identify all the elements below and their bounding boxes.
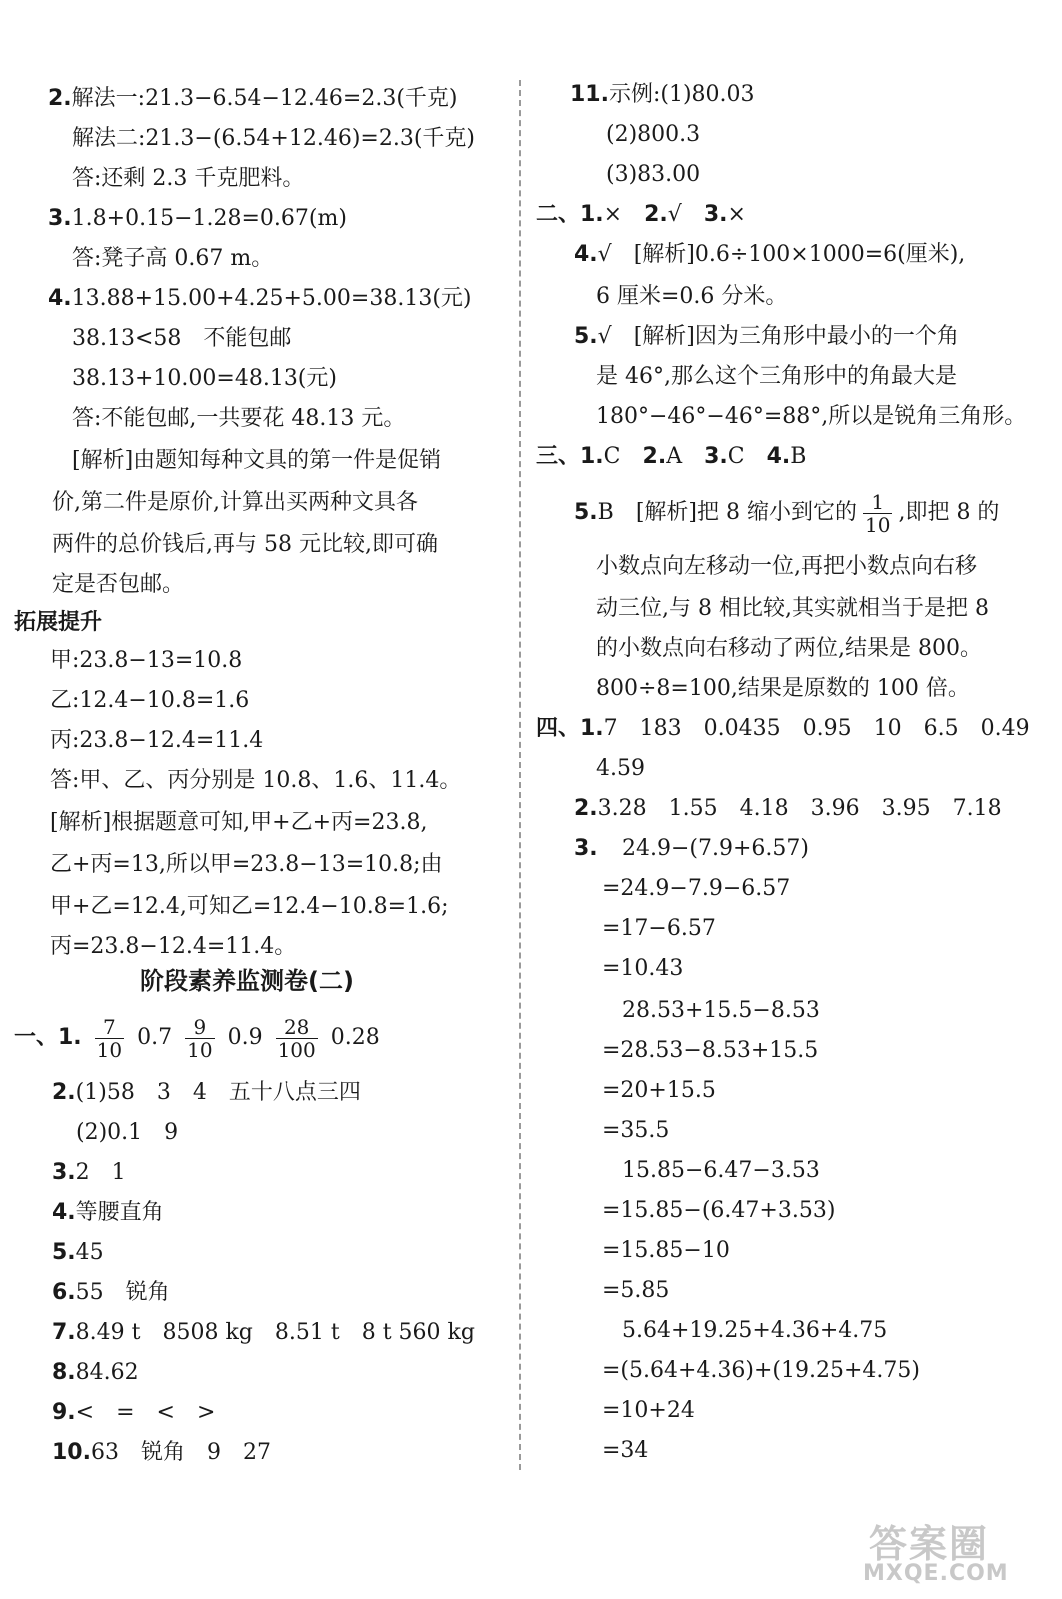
extension-heading: 拓展提升 [14, 610, 103, 635]
q4-analysis-1: [解析]由题知每种文具的第一件是促销 [72, 448, 442, 473]
s2-q4-line2: 6 厘米=0.6 分米。 [596, 284, 788, 309]
calc2-step3: =20+15.5 [602, 1078, 716, 1103]
ext-analysis-4: 丙=23.8−12.4=11.4。 [50, 934, 297, 959]
s3-q5-line2: 小数点向左移动一位,再把小数点向右移 [596, 554, 977, 579]
s2-q5-line3: 180°−46°−46°=88°,所以是锐角三角形。 [596, 404, 1027, 429]
fraction: $\frac{28}{100}$ [277, 1014, 316, 1062]
s1-q6: 6.55 锐角 [52, 1280, 170, 1305]
q4-answer: 答:不能包邮,一共要花 48.13 元。 [72, 406, 406, 431]
q4-analysis-2: 价,第二件是原价,计算出买两种文具各 [52, 490, 418, 515]
s4-q1-line2: 4.59 [596, 756, 645, 781]
s1-q5: 5.45 [52, 1240, 104, 1265]
q2-line1: 2.解法一:21.3−6.54−12.46=2.3(千克) [48, 86, 458, 111]
fraction: $\frac{9}{10}$ [187, 1014, 213, 1062]
ext-analysis-1: [解析]根据题意可知,甲+乙+丙=23.8, [50, 810, 428, 835]
q3-line1: 3.1.8+0.15−1.28=0.67(m) [48, 206, 347, 231]
fraction: $\frac{1}{10}$ [865, 489, 891, 537]
s3-q5-line4: 的小数点向右移动了两位,结果是 800。 [596, 636, 982, 661]
column-divider [519, 80, 521, 1470]
s1-q8: 8.84.62 [52, 1360, 139, 1385]
calc4-step1: 5.64+19.25+4.36+4.75 [622, 1318, 888, 1343]
s3-q5-line3: 动三位,与 8 相比较,其实就相当于是把 8 [596, 596, 989, 621]
s2-q1-3: 二、1.× 2.√ 3.× [536, 202, 746, 227]
s4-q1-line1: 四、1.7 183 0.0435 0.95 10 6.5 0.49 [536, 716, 1030, 741]
ext-line1: 甲:23.8−13=10.8 [50, 648, 243, 673]
q11-line1: 11.示例:(1)80.03 [570, 82, 755, 107]
calc1-step2: =24.9−7.9−6.57 [602, 876, 791, 901]
calc2-step1: 28.53+15.5−8.53 [622, 998, 820, 1023]
s1-q2-line1: 2.(1)58 3 4 五十八点三四 [52, 1080, 361, 1105]
section-title: 阶段素养监测卷(二) [140, 967, 354, 995]
calc4-step4: =34 [602, 1438, 649, 1463]
s1-q3: 3.2 1 [52, 1160, 126, 1185]
s4-q2: 2.3.28 1.55 4.18 3.96 3.95 7.18 [574, 796, 1002, 821]
calc3-step1: 15.85−6.47−3.53 [622, 1158, 820, 1183]
calc4-step3: =10+24 [602, 1398, 695, 1423]
s1-q4: 4.等腰直角 [52, 1200, 164, 1225]
q4-line3: 38.13+10.00=48.13(元) [72, 366, 337, 391]
calc3-step3: =15.85−10 [602, 1238, 730, 1263]
ext-line3: 丙:23.8−12.4=11.4 [50, 728, 264, 753]
q2-answer: 答:还剩 2.3 千克肥料。 [72, 166, 305, 191]
calc3-step4: =5.85 [602, 1278, 670, 1303]
watermark-logo: 答案圈 MXQE.COM [863, 1522, 1009, 1586]
calc4-step2: =(5.64+4.36)+(19.25+4.75) [602, 1358, 921, 1383]
ext-analysis-3: 甲+乙=12.4,可知乙=12.4−10.8=1.6; [50, 894, 449, 919]
q4-line1: 4.13.88+15.00+4.25+5.00=38.13(元) [48, 286, 472, 311]
s3-q5-line5: 800÷8=100,结果是原数的 100 倍。 [596, 676, 970, 701]
q11-line2: (2)800.3 [606, 122, 701, 147]
ext-analysis-2: 乙+丙=13,所以甲=23.8−13=10.8;由 [50, 852, 443, 877]
q4-line2: 38.13<58 不能包邮 [72, 326, 292, 351]
calc2-step4: =35.5 [602, 1118, 670, 1143]
calc1-step1: 24.9−(7.9+6.57) [622, 836, 809, 861]
calc1-step4: =10.43 [602, 956, 684, 981]
calc1-step3: =17−6.57 [602, 916, 716, 941]
s3-q5-line1: 5.B [解析]把 8 缩小到它的 $\frac{1}{10}$ ,即把 8 的 [574, 489, 1000, 537]
fraction: $\frac{7}{10}$ [96, 1014, 123, 1062]
ext-line2: 乙:12.4−10.8=1.6 [50, 688, 250, 713]
s1-q1: 一、1. $\frac{7}{10}$ 0.7 $\frac{9}{10}$ 0.9 $\frac{28}{100}$ 0.28 [14, 1014, 380, 1062]
calc3-step2: =15.85−(6.47+3.53) [602, 1198, 836, 1223]
s2-q5-line2: 是 46°,那么这个三角形中的角最大是 [596, 364, 957, 389]
s4-q3-label: 3. [574, 836, 598, 861]
s1-q7: 7.8.49 t 8508 kg 8.51 t 8 t 560 kg [52, 1320, 475, 1345]
q4-analysis-4: 定是否包邮。 [52, 572, 185, 597]
s1-q2-line2: (2)0.1 9 [76, 1120, 179, 1145]
s2-q5-line1: 5.√ [解析]因为三角形中最小的一个角 [574, 324, 959, 349]
ext-answer: 答:甲、乙、丙分别是 10.8、1.6、11.4。 [50, 768, 462, 793]
q4-analysis-3: 两件的总价钱后,再与 58 元比较,即可确 [52, 532, 438, 557]
q3-answer: 答:凳子高 0.67 m。 [72, 246, 274, 271]
q11-line3: (3)83.00 [606, 162, 701, 187]
s3-q1-4: 三、1.C 2.A 3.C 4.B [536, 444, 807, 469]
s2-q4-line1: 4.√ [解析]0.6÷100×1000=6(厘米), [574, 242, 966, 267]
q2-line2: 解法二:21.3−(6.54+12.46)=2.3(千克) [72, 126, 475, 151]
s1-q10: 10.63 锐角 9 27 [52, 1440, 271, 1465]
calc2-step2: =28.53−8.53+15.5 [602, 1038, 819, 1063]
s1-q9: 9.< = < > [52, 1400, 216, 1425]
